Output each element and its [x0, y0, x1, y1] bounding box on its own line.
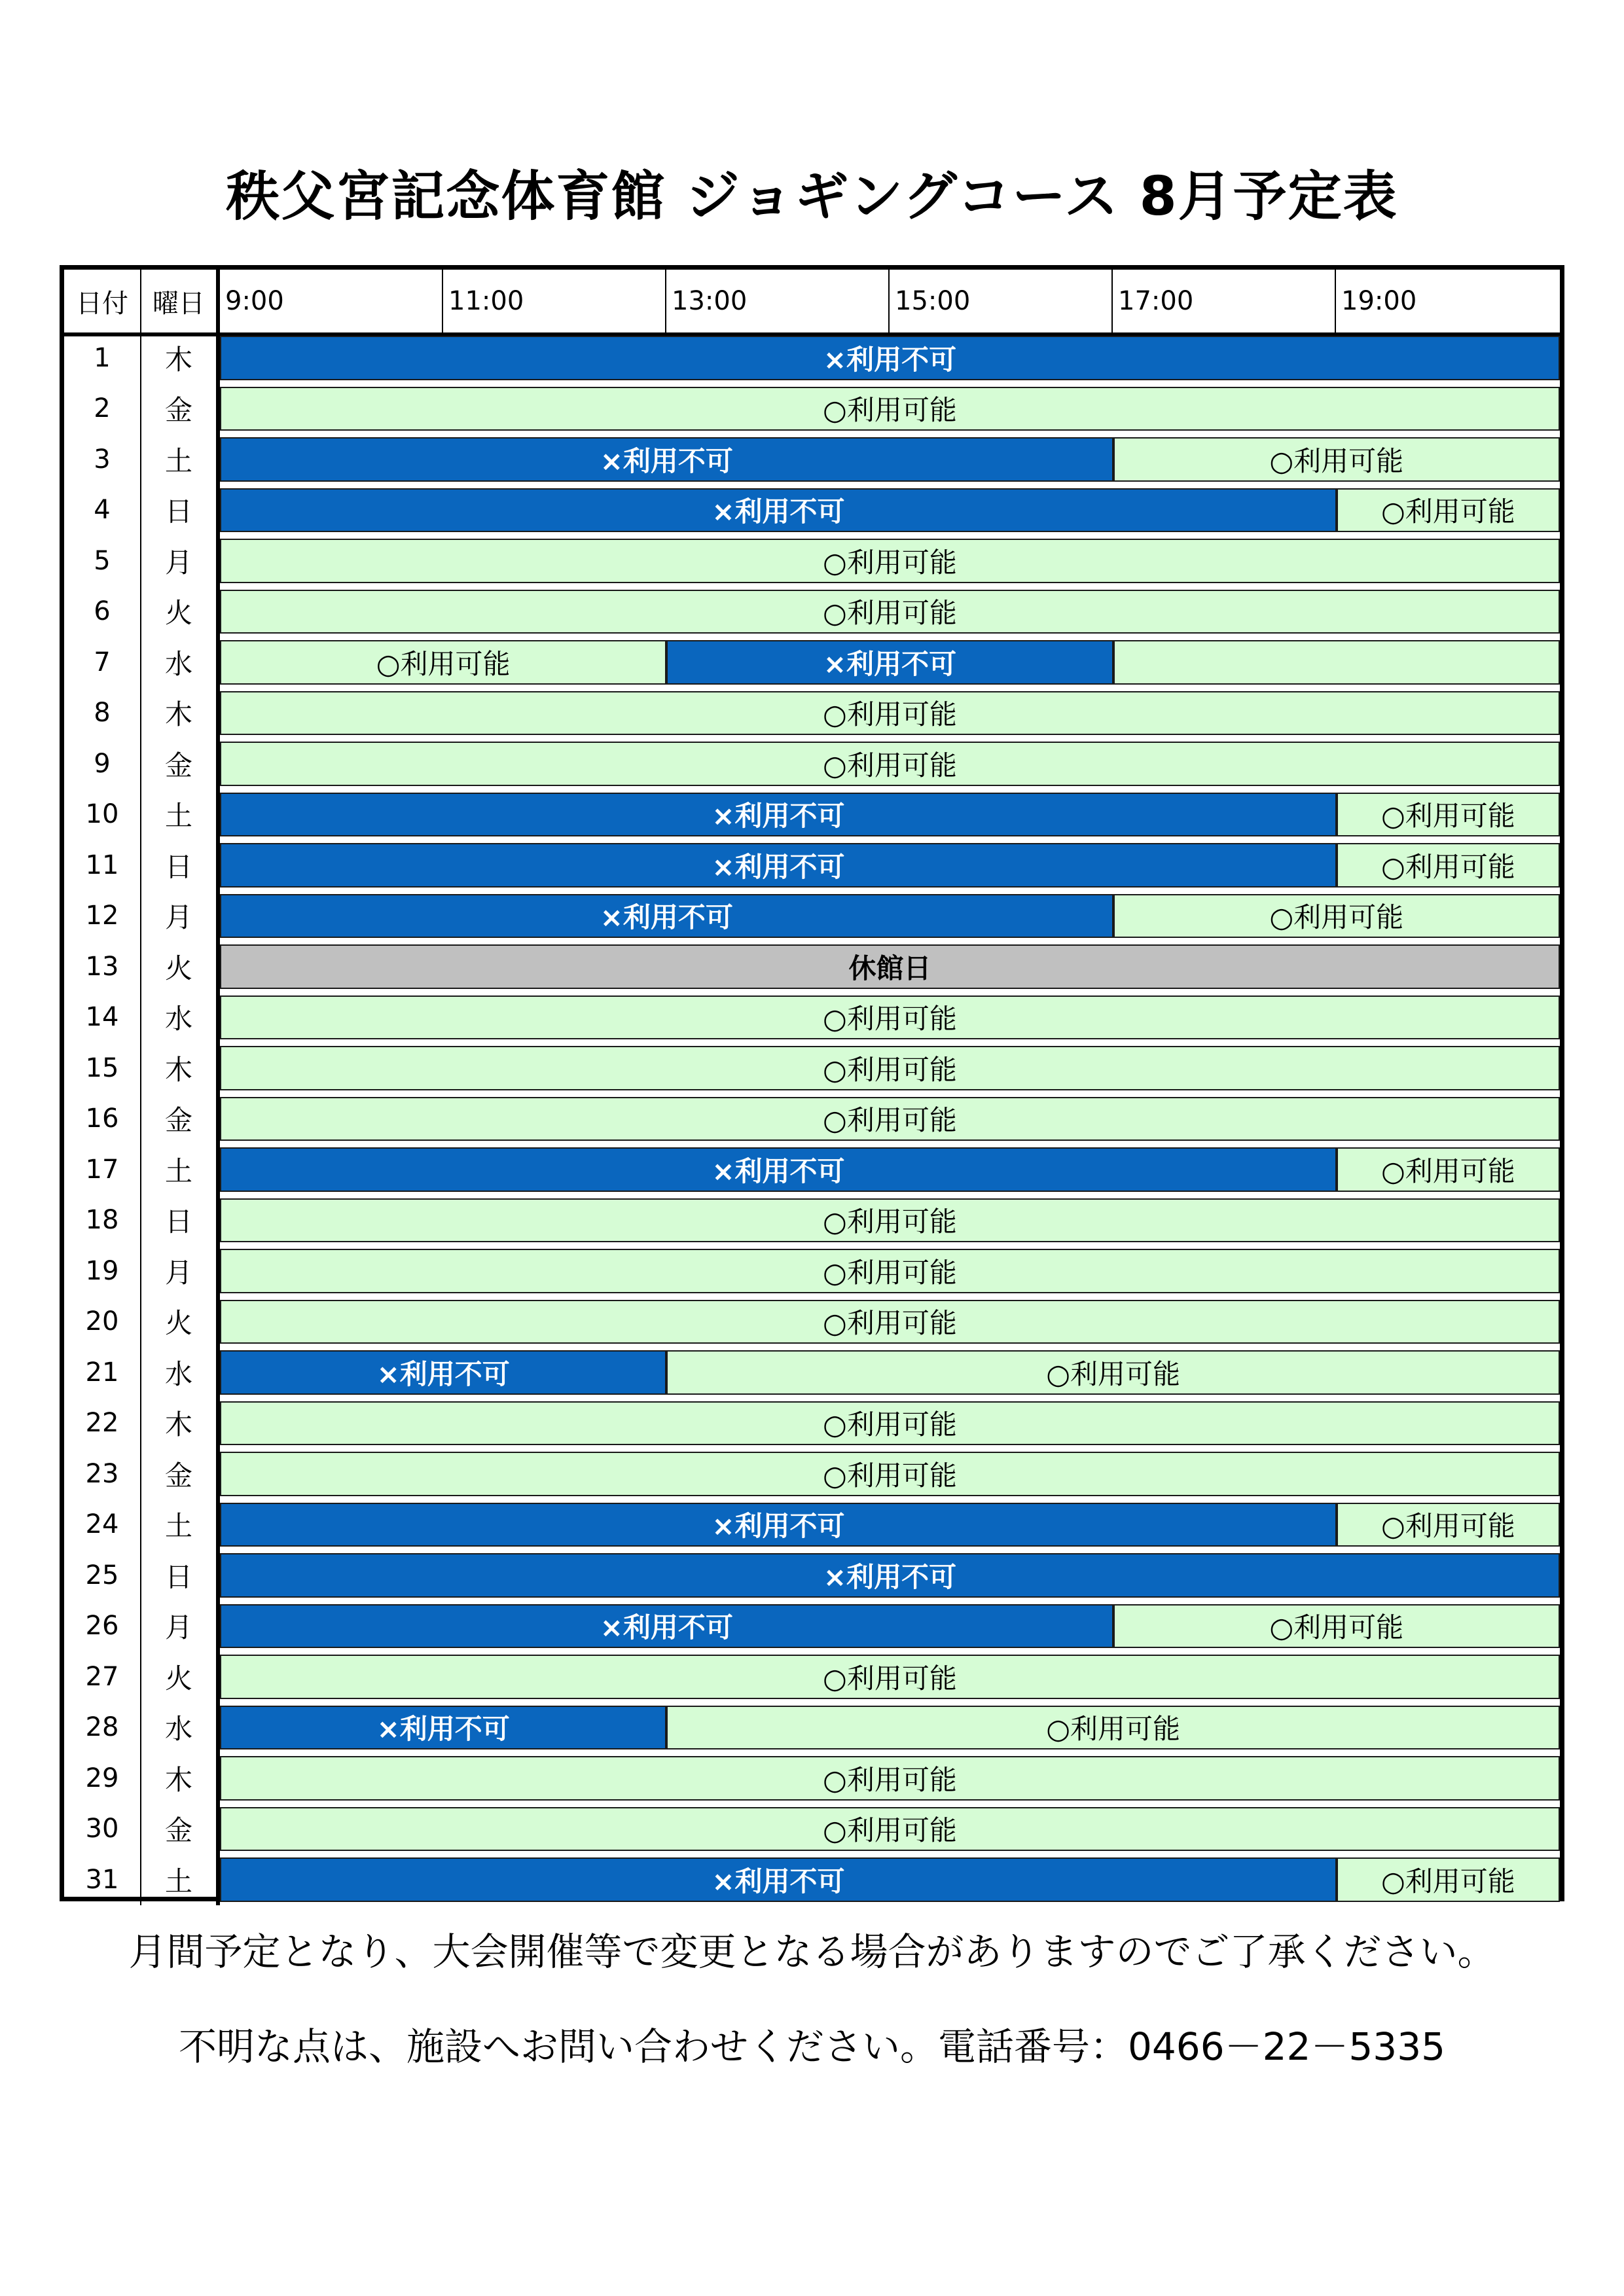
table-row: [64, 1094, 1560, 1145]
weekday: 金: [141, 1448, 220, 1499]
day-number: 3: [64, 434, 141, 485]
day-number: 14: [64, 992, 141, 1043]
slot-available: ○利用可能: [220, 691, 1560, 736]
time-header-1500: 15:00: [890, 270, 1113, 332]
slot-unavailable: ×利用不可: [220, 843, 1337, 888]
table-row: [64, 1398, 1560, 1449]
weekday: 水: [141, 1347, 220, 1398]
weekday: 火: [141, 1297, 220, 1348]
weekday: 水: [141, 1702, 220, 1753]
time-slots: [220, 1448, 1560, 1499]
table-row: [64, 1601, 1560, 1652]
slot-available: ○利用可能: [1337, 1503, 1560, 1547]
time-slots: [220, 941, 1560, 992]
weekday: 木: [141, 1043, 220, 1094]
weekday: 水: [141, 637, 220, 688]
day-number: 16: [64, 1094, 141, 1145]
table-row: [64, 1854, 1560, 1905]
table-row: [64, 1550, 1560, 1601]
table-row: [64, 738, 1560, 789]
slot-available: ○利用可能: [1113, 437, 1560, 482]
day-number: 20: [64, 1297, 141, 1348]
weekday: 木: [141, 1753, 220, 1804]
weekday: 月: [141, 535, 220, 586]
time-slots: [220, 992, 1560, 1043]
day-number: 28: [64, 1702, 141, 1753]
table-row: [64, 1246, 1560, 1297]
day-number: 22: [64, 1398, 141, 1449]
slot-available: ○利用可能: [1113, 894, 1560, 939]
weekday: 土: [141, 789, 220, 840]
slot-available: ○利用可能: [220, 1401, 1560, 1446]
day-number: 25: [64, 1550, 141, 1601]
time-slots: [220, 1854, 1560, 1905]
table-row: [64, 1043, 1560, 1094]
slot-unavailable: ×利用不可: [220, 1857, 1337, 1902]
table-row: [64, 1651, 1560, 1702]
slot-available: ○利用可能: [220, 1807, 1560, 1852]
weekday: 日: [141, 1550, 220, 1601]
slot-available: ○利用可能: [220, 1046, 1560, 1090]
weekday: 月: [141, 1601, 220, 1652]
weekday: 日: [141, 840, 220, 891]
time-slots: [220, 535, 1560, 586]
weekday: 日: [141, 1195, 220, 1246]
day-number: 29: [64, 1753, 141, 1804]
time-slots: [220, 1702, 1560, 1753]
table-row: [64, 332, 1560, 384]
weekday: 土: [141, 434, 220, 485]
slot-available: ○利用可能: [220, 1655, 1560, 1699]
table-row: [64, 1347, 1560, 1398]
schedule-notice: 月間予定となり、大会開催等で変更となる場合がありますのでご了承ください。: [128, 1929, 1496, 1974]
table-row: [64, 434, 1560, 485]
slot-unavailable: ×利用不可: [220, 1503, 1337, 1547]
time-slots: [220, 485, 1560, 536]
time-slots: [220, 1601, 1560, 1652]
table-row: [64, 1144, 1560, 1195]
weekday: 月: [141, 891, 220, 942]
day-number: 12: [64, 891, 141, 942]
table-header: [64, 270, 1560, 336]
weekday: 木: [141, 688, 220, 739]
time-header-1900: 19:00: [1341, 286, 1417, 316]
slot-available: ○利用可能: [1337, 488, 1560, 533]
day-number: 4: [64, 485, 141, 536]
slot-available: ○利用可能: [1337, 1147, 1560, 1192]
slot-available: ○利用可能: [220, 1300, 1560, 1344]
slot-unavailable: ×利用不可: [220, 1147, 1337, 1192]
day-number: 24: [64, 1499, 141, 1551]
slot-available: ○利用可能: [220, 1097, 1560, 1141]
time-slots: [220, 1753, 1560, 1804]
time-slots: [220, 1195, 1560, 1246]
slot-available: ○利用可能: [1337, 793, 1560, 837]
slot-available: ○利用可能: [220, 387, 1560, 431]
day-number: 27: [64, 1651, 141, 1702]
time-header-1100: 11:00: [443, 270, 666, 332]
time-slots: [220, 1651, 1560, 1702]
table-row: [64, 941, 1560, 992]
weekday: 金: [141, 1094, 220, 1145]
weekday: 火: [141, 1651, 220, 1702]
time-slots: [220, 1144, 1560, 1195]
slot-available: ○利用可能: [220, 1452, 1560, 1496]
table-row: [64, 637, 1560, 688]
table-row: [64, 840, 1560, 891]
day-number: 13: [64, 941, 141, 992]
time-slots: [220, 891, 1560, 942]
time-header-1700: 17:00: [1113, 270, 1336, 332]
table-row: [64, 688, 1560, 739]
slot-available: ○利用可能: [220, 640, 666, 685]
time-slots: [220, 1043, 1560, 1094]
time-slots: [220, 1804, 1560, 1855]
day-number: 26: [64, 1601, 141, 1652]
date-column-header: 日付: [64, 270, 141, 332]
day-number: 2: [64, 384, 141, 435]
table-row: [64, 1297, 1560, 1348]
slot-available: ○利用可能: [1337, 843, 1560, 888]
weekday: 火: [141, 586, 220, 637]
day-number: 8: [64, 688, 141, 739]
day-number: 9: [64, 738, 141, 789]
weekday: 木: [141, 332, 220, 384]
weekday: 月: [141, 1246, 220, 1297]
slot-available: [1113, 640, 1560, 685]
day-number: 10: [64, 789, 141, 840]
slot-unavailable: ×利用不可: [220, 336, 1560, 380]
slot-unavailable: ×利用不可: [220, 894, 1113, 939]
slot-unavailable: ×利用不可: [220, 793, 1337, 837]
time-header-0900: 9:00: [220, 270, 443, 332]
weekday: 土: [141, 1854, 220, 1905]
table-row: [64, 1448, 1560, 1499]
time-slots: [220, 586, 1560, 637]
slot-unavailable: ×利用不可: [220, 1604, 1113, 1649]
slot-available: ○利用可能: [220, 1249, 1560, 1293]
slot-available: ○利用可能: [666, 1706, 1560, 1750]
day-number: 7: [64, 637, 141, 688]
table-row: [64, 586, 1560, 637]
time-slots: [220, 1347, 1560, 1398]
slot-available: ○利用可能: [1113, 1604, 1560, 1649]
time-slots: [220, 1246, 1560, 1297]
weekday: 金: [141, 738, 220, 789]
day-number: 5: [64, 535, 141, 586]
contact-notice: 不明な点は、施設へお問い合わせください。電話番号：0466－22－5335: [178, 2024, 1446, 2069]
time-slots: [220, 840, 1560, 891]
table-row: [64, 1753, 1560, 1804]
slot-unavailable: ×利用不可: [220, 1350, 666, 1395]
slot-unavailable: ×利用不可: [220, 1553, 1560, 1598]
weekday: 金: [141, 384, 220, 435]
table-row: [64, 1195, 1560, 1246]
day-number: 23: [64, 1448, 141, 1499]
table-row: [64, 485, 1560, 536]
day-number: 11: [64, 840, 141, 891]
slot-unavailable: ×利用不可: [220, 488, 1337, 533]
time-header-1300: 13:00: [666, 270, 890, 332]
time-slots: [220, 1094, 1560, 1145]
slot-available: ○利用可能: [220, 539, 1560, 583]
time-slots: [220, 1550, 1560, 1601]
time-slots: [220, 738, 1560, 789]
day-number: 21: [64, 1347, 141, 1398]
weekday: 金: [141, 1804, 220, 1855]
weekday: 土: [141, 1144, 220, 1195]
page-title: 秩父宮記念体育館 ジョギングコース 8月予定表: [226, 166, 1398, 228]
time-slots: [220, 688, 1560, 739]
table-row: [64, 992, 1560, 1043]
slot-unavailable: ×利用不可: [666, 640, 1113, 685]
table-row: [64, 891, 1560, 942]
time-slots: [220, 332, 1560, 384]
weekday-column-header: 曜日: [141, 270, 220, 332]
table-row: [64, 1499, 1560, 1551]
day-number: 18: [64, 1195, 141, 1246]
day-number: 31: [64, 1854, 141, 1905]
slot-available: ○利用可能: [1337, 1857, 1560, 1902]
table-row: [64, 535, 1560, 586]
day-number: 15: [64, 1043, 141, 1094]
day-number: 1: [64, 332, 141, 384]
time-slots: [220, 434, 1560, 485]
table-row: [64, 1702, 1560, 1753]
day-number: 17: [64, 1144, 141, 1195]
time-slots: [220, 789, 1560, 840]
table-row: [64, 789, 1560, 840]
slot-available: ○利用可能: [220, 742, 1560, 786]
slot-available: ○利用可能: [666, 1350, 1560, 1395]
slot-available: ○利用可能: [220, 590, 1560, 634]
table-row: [64, 1804, 1560, 1855]
slot-unavailable: ×利用不可: [220, 1706, 666, 1750]
day-number: 6: [64, 586, 141, 637]
schedule-table: [60, 265, 1564, 1901]
table-row: [64, 384, 1560, 435]
time-slots: [220, 637, 1560, 688]
weekday: 日: [141, 485, 220, 536]
slot-available: ○利用可能: [220, 996, 1560, 1040]
slot-available: ○利用可能: [220, 1756, 1560, 1801]
slot-available: ○利用可能: [220, 1198, 1560, 1243]
weekday: 水: [141, 992, 220, 1043]
time-slots: [220, 1297, 1560, 1348]
weekday: 土: [141, 1499, 220, 1551]
weekday: 木: [141, 1398, 220, 1449]
time-slots: [220, 1398, 1560, 1449]
weekday: 火: [141, 941, 220, 992]
day-number: 19: [64, 1246, 141, 1297]
slot-closed: 休館日: [220, 944, 1560, 989]
time-slots: [220, 384, 1560, 435]
slot-unavailable: ×利用不可: [220, 437, 1113, 482]
time-slots: [220, 1499, 1560, 1551]
day-number: 30: [64, 1804, 141, 1855]
